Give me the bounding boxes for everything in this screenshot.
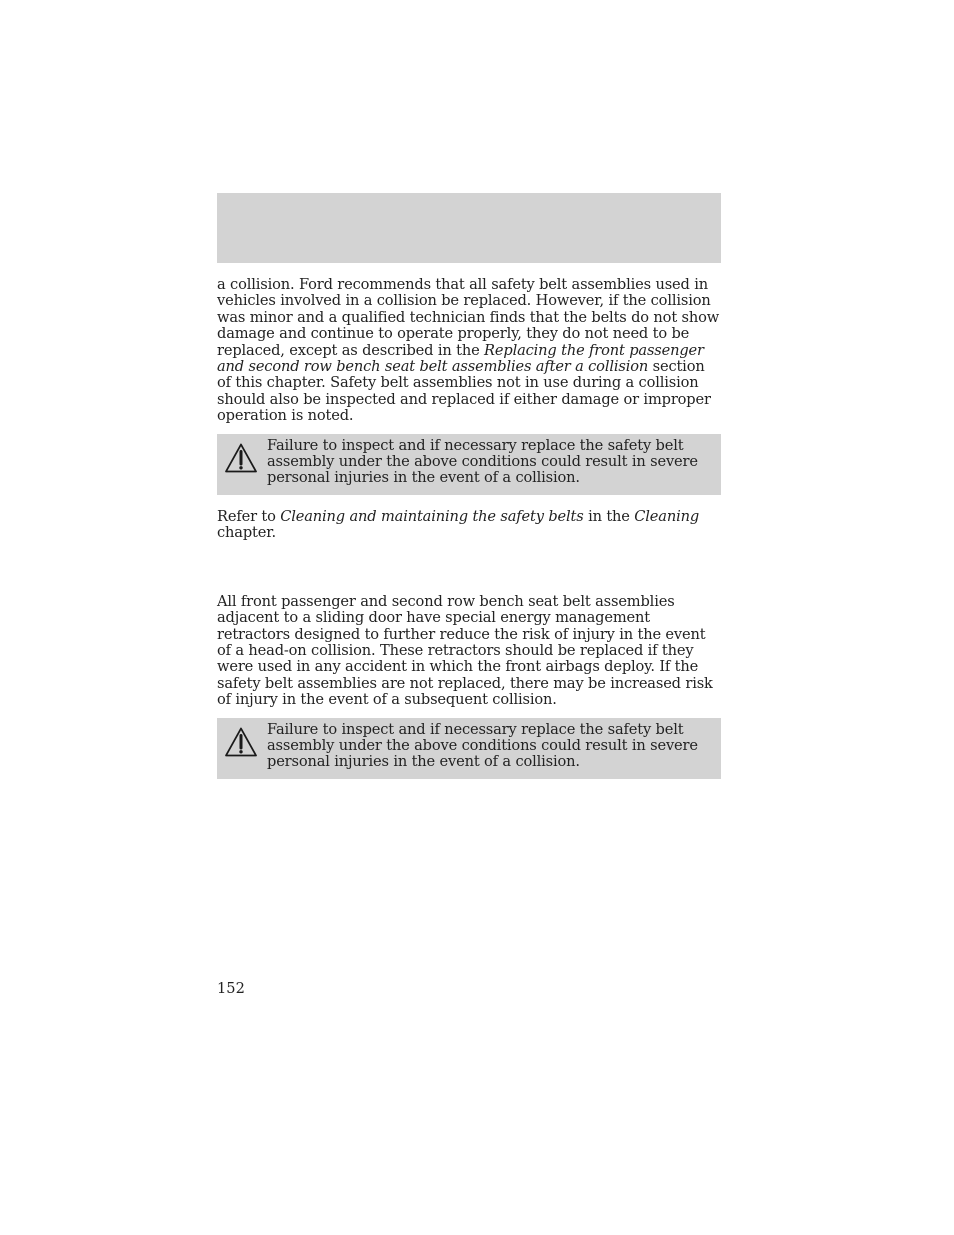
warning-triangle-icon: [224, 726, 258, 758]
chapter-reference: Cleaning: [634, 507, 700, 525]
section-reference: Replacing the front passenger and second row bench seat belt assemblies after a collision: [217, 341, 704, 376]
paragraph-text: a collision. Ford recommends that all safety belt assemblies used in vehicles involved in a collision be replaced. However, if the collision was minor and a qualified technician finds that the belts do not show damage and continue to operate properly, they do not need to be replaced, except as described in the: [217, 276, 720, 359]
warning-text: Failure to inspect and if necessary replace the safety belt assembly under the above conditions could result in severe personal injuries in the event of a collision.: [267, 720, 698, 771]
paragraph-text: section of this chapter. Safety belt assemblies not in use during a collision should also be inspected and replaced if either damage or improper operation is noted.: [217, 358, 711, 425]
warning-box: [217, 718, 721, 779]
paragraph-text: All front passenger and second row bench seat belt assemblies adjacent to a sliding door have special energy management retractors designed to further reduce the risk of injury in the event of a head-on collision. These retractors should be replaced if they were used in any accident in which the front airbags deploy. If the safety belt assemblies are not replaced, there may be increased risk of injury in the event of a subsequent collision.: [217, 592, 713, 709]
header-band: [217, 193, 721, 263]
paragraph-text: Refer to: [217, 507, 281, 525]
page-content: [217, 277, 721, 779]
warning-text: Failure to inspect and if necessary replace the safety belt assembly under the above conditions could result in severe personal injuries in the event of a collision.: [267, 436, 698, 487]
page-number: 152: [217, 980, 245, 997]
energy-retractor-paragraph: [217, 594, 721, 709]
paragraph-text: chapter.: [217, 524, 276, 542]
warning-box: [217, 434, 721, 495]
paragraph-text: in the: [583, 507, 635, 525]
warning-triangle-icon: [224, 442, 258, 474]
section-reference: Cleaning and maintaining the safety belts: [280, 507, 584, 525]
collision-replacement-paragraph: [217, 277, 721, 425]
cleaning-reference-paragraph: [217, 509, 721, 542]
